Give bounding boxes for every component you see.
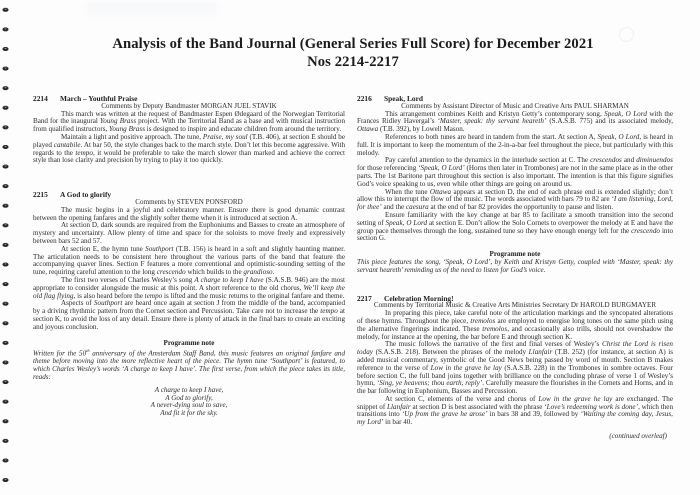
paragraph: Aspects of Southport are heard once again at section J from the middle of the band, accompanied by a driving rhythmic pattern from the Cornet section and Percussion. Take care not to increase the tempo at section K, to avoid the loss of any detail. Ensure there is plenty of attack in the final bars to create an exciting and joyous conclusion. (33, 299, 345, 331)
paragraph: Pay careful attention to the dynamics in the interlude section at C. The crescendos and diminuendos for those referencing ‘Speak, O Lord’ (Horns then later in Trombones) are not in the same place as in the other parts. The 1st Baritone part throughout this section is also important. The intention is that this figure signifies God’s voice speaking to us, even while other things are going on around us. (357, 156, 673, 188)
paragraph: In preparing this piece, take careful note of the articulation markings and the syncopated alterations of these hymns. Throughout the piece, tremolos are employed to energise long tones on the same pitch using the alternative fingerings indicated. These tremolos, and occasionally also trills, should not overshadow the melody, for instance at the opening, the bar before E and through section K. (357, 309, 674, 341)
section-number: 2215 (33, 190, 48, 200)
paragraph: This arrangement combines Keith and Kristyn Getty’s contemporary song, Speak, O Lord with the Frances Ridley Havergal’s ‘Master, speak: thy servant heareth’ (S.A.S.B. 775) and its associated melody, Ottawa (T.B. 392), by Lowell Mason. (357, 109, 673, 134)
byline: Comments by Deputy Bandmaster MORGAN JUEL STAVIK (101, 101, 277, 110)
section-number: 2216 (357, 94, 372, 103)
section-title: Celebration Morning! (384, 293, 454, 303)
spiral-binding-icon (0, 0, 13, 495)
section-2217 (357, 295, 673, 441)
section-2216 (357, 95, 673, 275)
section-number: 2214 (33, 94, 48, 103)
page-title-line1: Analysis of the Band Journal (General Series Full Score) for December 2021 (112, 36, 594, 52)
page-title (20, 36, 686, 71)
programme-note: Written for the 50th anniversary of the Amsterdam Staff Band, this music features an original fanfare and theme before moving into the more reflective heart of the piece. The hymn tune ‘Southport’ is featured, to which Charles Wesley’s words ‘A charge to keep I have’. The first verse, from which the piece takes its title, reads: (33, 348, 346, 382)
byline: Comments by Territorial Music & Creative Arts Ministries Secretary Dr HAROLD BURGMAYER (373, 301, 657, 310)
page-title-line2: Nos 2214-2217 (307, 53, 399, 70)
verse-line: A never-dying soul to save, (150, 401, 228, 410)
section-title: March – Youthful Praise (60, 94, 138, 103)
programme-note: This piece features the song, ‘Speak, O Lord’, by Keith and Kristyn Getty, coupled with ‘Master, speak: thy servant heareth’ reminding us of the need to listen for God’s voice. (357, 257, 673, 274)
paragraph: Ensure familiarity with the key change at bar 85 to facilitate a smooth transition into the second setting of Speak, O Lord at section E. Don’t allow the Solo Cornets to overpower the melody at E and have the group pace themselves through the long, sustained tune so they have enough energy left for the crescendo into section G. (357, 210, 673, 243)
paragraph: At section C, elements of the verse and chorus of Low in the grave he lay are exchanged. The snippet of Llanfair at section D is best associated with the phrase ‘Love’s redeeming work is done’, which then transitions into ‘Up from the grave he arose’ in bars 38 and 39, followed by ‘Waiting the coming day, Jesus, my Lord’ in bar 40. (357, 394, 674, 427)
hymn-verse (33, 387, 345, 418)
section-title: Speak, Lord (384, 94, 424, 103)
byline: Comments by Assistant Director of Music and Creative Arts PAUL SHARMAN (401, 101, 629, 110)
section-2215 (33, 191, 345, 418)
verse-line: A God to glorify, (165, 393, 213, 402)
section-title: A God to glorify (60, 190, 112, 200)
programme-note-label: Programme note (163, 338, 215, 347)
paragraph: When the tune Ottawa appears at section D, the end of each phrase end is extended slightly; don’t allow this to interrupt the flow of the music. The words associated with bars 79 to 82 are ‘I am listening, Lord, for thee’ and the caesura at the end of bar 82 provides the opportunity to pause and listen. (357, 187, 674, 212)
continued-overleaf-note: (continued overleaf) (609, 432, 667, 441)
paragraph: Maintain a light and positive approach. The tune, Praise, my soul (T.B. 406), at section E should be played cantabile. At bar 50, the style changes back to the march style. Don’t let this become aggressive. With regards to the tempo, it would be preferable to take the march slower than marked and achieve the correct style than lose clarity and precision by trying to play it too quickly. (33, 132, 345, 165)
paragraph: The first two verses of Charles Wesley’s song A charge to keep I have (S.A.S.B. 946) are the most appropriate to consider alongside the music at this point. A short reference to the old chorus, We’ll keep the old flag flying, is also heard before the tempo is lifted and the music returns to the original fanfare and theme. (33, 275, 346, 300)
paragraph: At section E, the hymn tune Southport (T.B. 156) is heard in a soft and slightly haunting manner. The articulation needs to be consistent here throughout the various parts of the band that feature the accompanying quaver lines. Section F features a more conventional and optimistic-sounding setting of the tune, requiring careful attention to the long crescendo which builds to the grandioso. (33, 244, 345, 277)
right-column (357, 95, 673, 441)
byline: Comments by STEVEN PONSFORD (135, 197, 243, 206)
verse-line: A charge to keep I have, (154, 385, 224, 394)
paragraph: At section D, dark sounds are required from the Euphoniums and Basses to create an atmosphere of mystery and uncertainty. Allow plenty of time and space for the soloists to move freely and expressively between bars 52 and 57. (33, 221, 345, 245)
left-column (33, 95, 345, 418)
programme-note-label: Programme note (489, 250, 541, 259)
paragraph: This march was written at the request of Bandmaster Espen Ødegaard of the Norwegian Territorial Band for the inaugural Young Brass project. With the Territorial Band as a base and with musical instruction from qualified instructors, Young Brass is designed to inspire and educate children from around the territory. (33, 109, 346, 134)
paragraph: References to both tunes are heard in tandem from the start. At section A, Speak, O Lord, is heard in full. It is important to keep the momentum of the 2-in-a-bar feel throughout the piece, but particularly with this melody. (357, 132, 673, 157)
paragraph: The music begins in a joyful and celebratory manner. Ensure there is good dynamic contrast between the opening fanfares and the slightly softer theme when it is introduced at section A. (33, 205, 345, 222)
section-number: 2217 (357, 293, 372, 303)
section-2214 (33, 95, 345, 165)
paragraph: The music follows the narrative of the first and final verses of Wesley’s Christ the Lord is risen today (S.A.S.B. 218). Between the phrases of the melody Llanfair (T.B. 252) (for instance, at section A) is added musical commentary, symbolic of the Good News being passed by word of mouth. Section B makes reference to the verse of Low in the grave he lay (S.A.S.B. 228) in the Trombones in sombre octaves. Four before section C, the full band joins together with brilliance on the concluding phrase of verse 1 of Wesley’s hymn, ‘Sing, ye heavens; thou earth, reply’. Carefully measure the flourishes in the Cornets and Horns, and in the bar following in Euphonium, Basses and Percussion. (357, 340, 673, 396)
scan-smudge (86, 3, 218, 18)
verse-line: And fit it for the sky. (160, 409, 218, 418)
